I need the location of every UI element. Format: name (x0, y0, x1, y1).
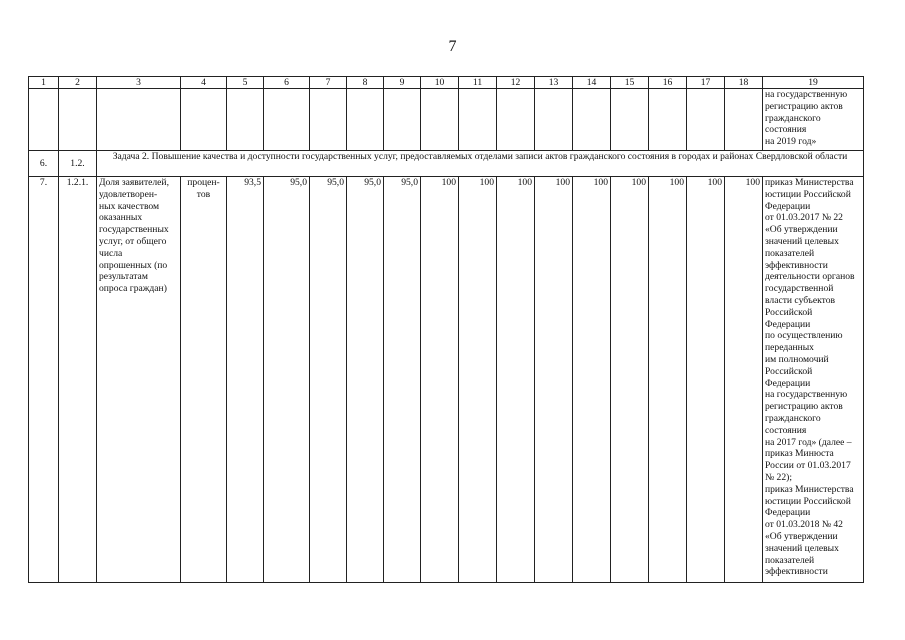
col-header: 9 (384, 77, 421, 89)
indicator-unit: процен- тов (181, 177, 227, 583)
col-header: 12 (497, 77, 535, 89)
value-cell: 100 (573, 177, 611, 583)
value-cell: 100 (611, 177, 649, 583)
indicator-row-code: 1.2.1. (59, 177, 97, 583)
value-cell: 100 (535, 177, 573, 583)
page-number: 7 (448, 38, 457, 55)
indicator-source: приказ Министерства юстиции Российской Федерации от 01.03.2017 № 22 «Об утверждении значений целевых показателей эффективности деятельности органов государственной власти субъектов Российской Федерации по осуществлению переданных им полномочий Российской Федерации на государственную регистрацию актов гражданского состояния на 2017 год» (далее – приказ Минюста России от 01.03.2017 № 22); приказ Министерства юстиции Российской Федерации от 01.03.2018 № 42 «Об утверждении значений целевых показателей эффективности (763, 177, 864, 583)
col-header: 3 (97, 77, 181, 89)
value-cell: 95,0 (384, 177, 421, 583)
col-header: 10 (421, 77, 459, 89)
col-header: 17 (687, 77, 725, 89)
continuation-source-cell: на государственную регистрацию актов гражданского состояния на 2019 год» (763, 89, 864, 151)
value-cell: 95,0 (347, 177, 384, 583)
value-cell: 100 (725, 177, 763, 583)
col-header: 2 (59, 77, 97, 89)
value-cell: 100 (649, 177, 687, 583)
col-header: 8 (347, 77, 384, 89)
task-row-code: 1.2. (59, 151, 97, 177)
indicator-name: Доля заявителей, удовлетворен- ных качеством оказанных государственных услуг, от общего числа опрошенных (по результатам опроса граждан) (97, 177, 181, 583)
value-cell: 100 (421, 177, 459, 583)
continuation-row (29, 89, 864, 151)
col-header: 16 (649, 77, 687, 89)
value-cell: 100 (497, 177, 535, 583)
value-cell: 100 (459, 177, 497, 583)
col-header: 18 (725, 77, 763, 89)
value-cell: 95,0 (264, 177, 310, 583)
indicator-row (29, 177, 864, 583)
col-header: 15 (611, 77, 649, 89)
col-header: 14 (573, 77, 611, 89)
value-cell: 95,0 (310, 177, 347, 583)
col-header: 19 (763, 77, 864, 89)
column-numbers-row (29, 77, 864, 89)
col-header: 4 (181, 77, 227, 89)
col-header: 7 (310, 77, 347, 89)
col-header: 6 (264, 77, 310, 89)
task-title: Задача 2. Повышение качества и доступности государственных услуг, предоставляемых отделами записи актов гражданского состояния в городах и районах Свердловской области (97, 151, 864, 177)
col-header: 13 (535, 77, 573, 89)
task-row (29, 151, 864, 177)
indicator-row-number: 7. (29, 177, 59, 583)
task-row-number: 6. (29, 151, 59, 177)
value-cell: 93,5 (227, 177, 264, 583)
col-header: 5 (227, 77, 264, 89)
col-header: 1 (29, 77, 59, 89)
value-cell: 100 (687, 177, 725, 583)
col-header: 11 (459, 77, 497, 89)
indicators-table (28, 76, 864, 583)
